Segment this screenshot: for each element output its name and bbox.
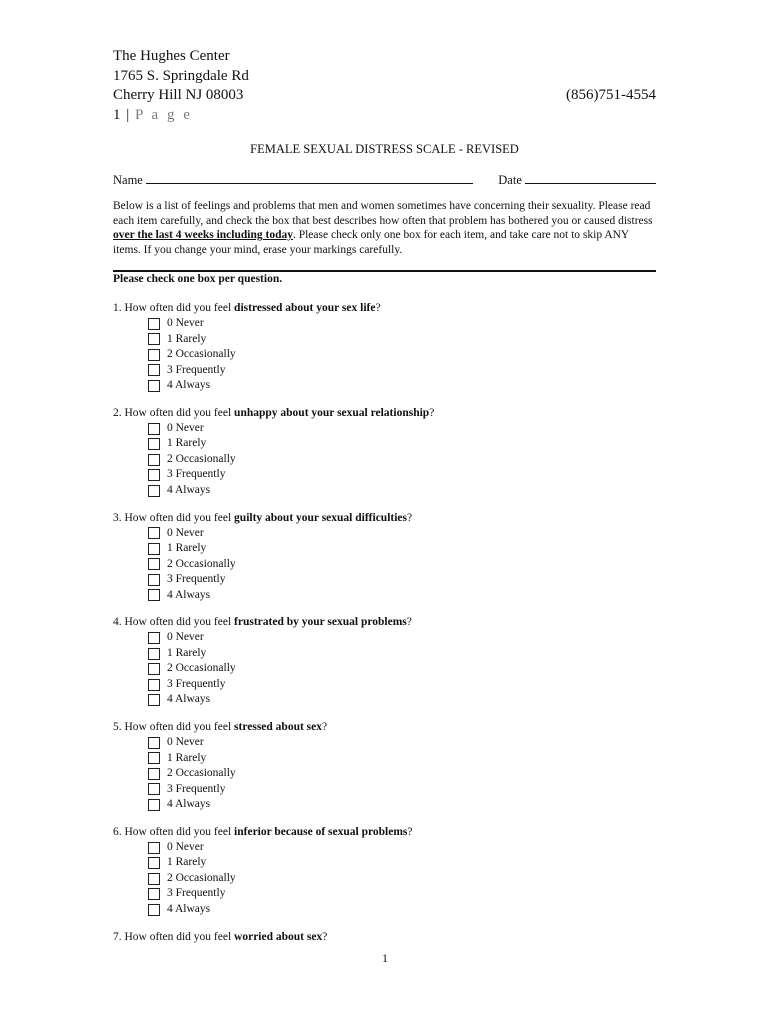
option-label: 0 Never [167, 736, 204, 749]
checkbox[interactable] [148, 783, 160, 795]
question-emphasis: unhappy about your sexual relationship [234, 406, 430, 419]
option-label: 2 Occasionally [167, 871, 236, 884]
question-item [113, 825, 656, 930]
answer-option[interactable] [148, 572, 656, 588]
checkbox[interactable] [148, 589, 160, 601]
question-item [113, 615, 656, 720]
checkbox[interactable] [148, 904, 160, 916]
question-number: 3. [113, 511, 122, 524]
answer-option[interactable] [148, 541, 656, 557]
question-emphasis: guilty about your sexual difficulties [234, 511, 407, 524]
intro-emphasis: over the last 4 weeks including today [113, 229, 293, 242]
option-label: 1 Rarely [167, 437, 207, 450]
option-label: 3 Frequently [167, 468, 226, 481]
option-label: 4 Always [167, 693, 211, 706]
answer-option[interactable] [148, 886, 656, 902]
page-label [113, 106, 656, 126]
answer-options [148, 526, 656, 604]
option-label: 3 Frequently [167, 363, 226, 376]
answer-option[interactable] [148, 735, 656, 751]
checkbox[interactable] [148, 558, 160, 570]
option-label: 1 Rarely [167, 542, 207, 555]
answer-option[interactable] [148, 421, 656, 437]
answer-option[interactable] [148, 452, 656, 468]
checkbox[interactable] [148, 423, 160, 435]
option-label: 0 Never [167, 631, 204, 644]
checkbox[interactable] [148, 679, 160, 691]
answer-option[interactable] [148, 588, 656, 604]
answer-option[interactable] [148, 871, 656, 887]
page-label-word: P a g e [135, 106, 193, 123]
question-text [113, 825, 656, 840]
question-text [113, 406, 656, 421]
intro-text-1: Below is a list of feelings and problems that men and women sometimes have concerning their sexuality. Please read each item carefully, and check the box that best describes how often that problem has bothered you or caused distress [113, 200, 653, 227]
answer-option[interactable] [148, 347, 656, 363]
option-label: 3 Frequently [167, 573, 226, 586]
question-prefix: How often did you feel [124, 616, 235, 629]
answer-option[interactable] [148, 902, 656, 918]
answer-option[interactable] [148, 526, 656, 542]
checkbox[interactable] [148, 799, 160, 811]
checkbox[interactable] [148, 364, 160, 376]
question-suffix: ? [375, 302, 381, 314]
intro-text-2: . Please check only one box for each item, and take care not to skip ANY items. If you change your mind, erase your markings carefully. [113, 229, 629, 256]
checkbox[interactable] [148, 318, 160, 330]
section-divider [113, 270, 656, 272]
instructions-paragraph [113, 199, 656, 257]
question-number: 2. [113, 406, 122, 419]
checkbox[interactable] [148, 663, 160, 675]
question-emphasis: worried about sex [234, 930, 323, 943]
phone-number: (856)751-4554 [566, 87, 656, 103]
answer-option[interactable] [148, 467, 656, 483]
checkbox[interactable] [148, 574, 160, 586]
name-date-row [113, 172, 656, 188]
checkbox[interactable] [148, 768, 160, 780]
answer-options [148, 735, 656, 813]
checkbox[interactable] [148, 380, 160, 392]
org-name: The Hughes Center [113, 48, 230, 64]
check-instruction: Please check one box per question. [113, 273, 283, 285]
answer-option[interactable] [148, 751, 656, 767]
option-label: 3 Frequently [167, 887, 226, 900]
question-prefix: How often did you feel [124, 406, 235, 419]
question-item [113, 930, 656, 1035]
option-label: 4 Always [167, 483, 211, 496]
checkbox[interactable] [148, 438, 160, 450]
answer-option[interactable] [148, 855, 656, 871]
option-label: 0 Never [167, 421, 204, 434]
question-text [113, 930, 656, 945]
question-list [113, 301, 656, 1035]
checkbox[interactable] [148, 888, 160, 900]
page-label-separator: | [126, 106, 131, 123]
answer-option[interactable] [148, 766, 656, 782]
answer-option[interactable] [148, 677, 656, 693]
question-emphasis: frustrated by your sexual problems [234, 616, 407, 629]
checkbox[interactable] [148, 527, 160, 539]
option-label: 4 Always [167, 588, 211, 601]
question-suffix: ? [322, 721, 328, 734]
question-prefix: How often did you feel [124, 511, 235, 524]
question-item [113, 301, 656, 406]
option-label: 1 Rarely [167, 646, 207, 659]
question-text [113, 301, 656, 316]
answer-option[interactable] [148, 557, 656, 573]
question-prefix: How often did you feel [124, 721, 235, 734]
answer-option[interactable] [148, 378, 656, 394]
date-input-line[interactable] [525, 172, 656, 184]
city-address: Cherry Hill NJ 08003 [113, 87, 244, 103]
option-label: 1 Rarely [167, 751, 207, 764]
option-label: 0 Never [167, 317, 204, 329]
option-label: 0 Never [167, 526, 204, 539]
answer-option[interactable] [148, 483, 656, 499]
street-address: 1765 S. Springdale Rd [113, 67, 249, 84]
checkbox[interactable] [148, 485, 160, 497]
answer-options [148, 630, 656, 708]
checkbox[interactable] [148, 842, 160, 854]
answer-option[interactable] [148, 646, 656, 662]
checkbox[interactable] [148, 752, 160, 764]
question-number: 4. [113, 616, 122, 629]
answer-option[interactable] [148, 630, 656, 646]
question-number: 5. [113, 721, 122, 734]
question-text [113, 720, 656, 735]
name-field-group [113, 172, 473, 188]
checkbox[interactable] [148, 469, 160, 481]
form-title: FEMALE SEXUAL DISTRESS SCALE - REVISED [250, 142, 519, 156]
option-label: 1 Rarely [167, 856, 207, 869]
name-label: Name [113, 173, 143, 187]
answer-option[interactable] [148, 316, 656, 332]
option-label: 2 Occasionally [167, 557, 236, 570]
page-number: 1 [382, 951, 388, 965]
name-input-line[interactable] [146, 172, 473, 184]
checkbox[interactable] [148, 694, 160, 706]
checkbox[interactable] [148, 333, 160, 345]
date-field-group [498, 172, 656, 188]
option-label: 0 Never [167, 840, 204, 853]
checkbox[interactable] [148, 873, 160, 885]
question-number: 7. [113, 930, 122, 943]
question-text [113, 615, 656, 630]
option-label: 1 Rarely [167, 332, 207, 345]
page-label-number: 1 [113, 106, 122, 123]
question-suffix: ? [407, 511, 413, 524]
question-suffix: ? [406, 616, 412, 629]
option-label: 4 Always [167, 379, 211, 391]
question-item [113, 511, 656, 616]
question-suffix: ? [407, 825, 413, 838]
question-suffix: ? [322, 930, 328, 943]
question-number: 1. [113, 302, 122, 314]
letterhead [113, 47, 656, 125]
answer-option[interactable] [148, 797, 656, 813]
question-suffix: ? [429, 406, 435, 419]
option-label: 2 Occasionally [167, 452, 236, 465]
option-label: 4 Always [167, 902, 211, 915]
question-number: 6. [113, 825, 122, 838]
answer-option[interactable] [148, 782, 656, 798]
question-prefix: How often did you feel [124, 302, 235, 314]
option-label: 2 Occasionally [167, 767, 236, 780]
question-prefix: How often did you feel [124, 825, 235, 838]
option-label: 3 Frequently [167, 677, 226, 690]
option-label: 4 Always [167, 798, 211, 811]
answer-options [148, 840, 656, 918]
option-label: 2 Occasionally [167, 662, 236, 675]
question-item [113, 406, 656, 511]
answer-options [148, 421, 656, 499]
date-label: Date [498, 173, 522, 187]
answer-option[interactable] [148, 436, 656, 452]
question-emphasis: distressed about your sex life [234, 302, 376, 314]
answer-option[interactable] [148, 692, 656, 708]
question-prefix: How often did you feel [124, 930, 235, 943]
checkbox[interactable] [148, 857, 160, 869]
answer-option[interactable] [148, 332, 656, 348]
question-text [113, 511, 656, 526]
answer-option[interactable] [148, 661, 656, 677]
checkbox[interactable] [148, 349, 160, 361]
city-phone-row [113, 86, 656, 106]
question-item [113, 720, 656, 825]
answer-option[interactable] [148, 363, 656, 379]
option-label: 2 Occasionally [167, 348, 236, 360]
answer-option[interactable] [148, 840, 656, 856]
answer-options [148, 316, 656, 394]
checkbox[interactable] [148, 648, 160, 660]
question-emphasis: stressed about sex [234, 721, 323, 734]
question-emphasis: inferior because of sexual problems [234, 825, 408, 838]
checkbox[interactable] [148, 543, 160, 555]
checkbox[interactable] [148, 632, 160, 644]
option-label: 3 Frequently [167, 782, 226, 795]
checkbox[interactable] [148, 454, 160, 466]
checkbox[interactable] [148, 737, 160, 749]
